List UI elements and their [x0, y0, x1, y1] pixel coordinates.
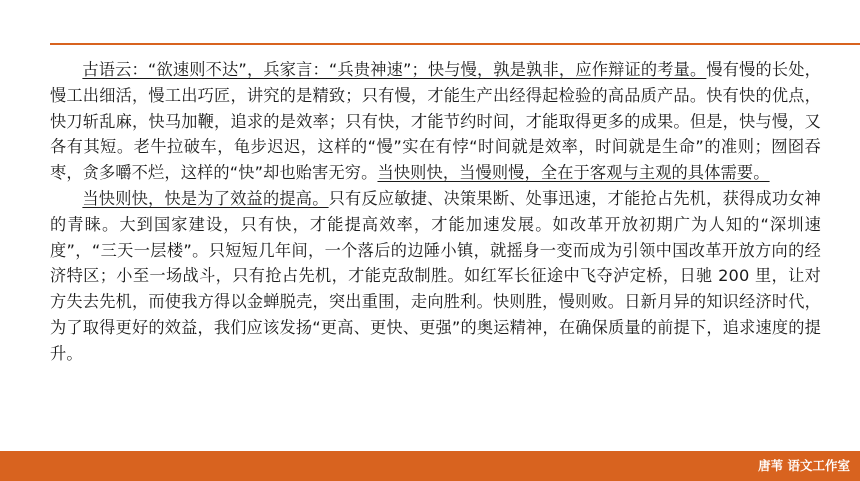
paragraph-1-body: 慢有慢的长处，慢工出细活，慢工出巧匠，讲究的是精致；只有慢，才能生产出经得起检验的高品质产品。快有快的优点，快刀斩乱麻，快马加鞭，追求的是效率；只有快，才能节约时间，才能取得更多的成果。但是，快与慢，又各有其短。老牛拉破车，龟步迟迟，这样的“慢”实在有悖“时间就是效率，时间就是生命”的准则；囫囵吞枣，贪多嚼不烂，这样的“快”却也贻害无穷。 — [50, 60, 821, 183]
article-body — [50, 57, 821, 367]
paragraph-2 — [50, 186, 821, 367]
studio-label: 唐苇 语文工作室 — [758, 458, 850, 473]
paragraph-1-underlined-closing: 当快则快，当慢则慢，全在于客观与主观的具体需要。 — [377, 163, 770, 183]
header-divider — [50, 43, 860, 45]
paragraph-2-underlined-opening: 当快则快，快是为了效益的提高。 — [82, 188, 329, 208]
paragraph-1-underlined-opening: 古语云：“欲速则不达”，兵家言：“兵贵神速”；快与慢，孰是孰非，应作辩证的考量。 — [82, 60, 707, 79]
footer-bar — [0, 451, 860, 481]
paragraph-1 — [50, 57, 821, 186]
paragraph-2-body: 只有反应敏捷、决策果断、处事迅速，才能抢占先机，获得成功女神的青睐。大到国家建设，只有快，才能提高效率，才能加速发展。如改革开放初期广为人知的“深圳速度”，“三天一层楼”。只短短几年间，一个落后的边陲小镇，就摇身一变而成为引领中国改革开放方向的经济特区；小至一场战斗，只有抢占先机，才能克敌制胜。如红军长征途中飞夺泸定桥，日驰 200 里，让对方失去先机，而使我方得以金蝉脱壳，突出重围，走向胜利。快则胜，慢则败。日新月异的知识经济时代，为了取得更好的效益，我们应该发扬“更高、更快、更强”的奥运精神，在确保质量的前提下，追求速度的提升。 — [50, 188, 822, 363]
